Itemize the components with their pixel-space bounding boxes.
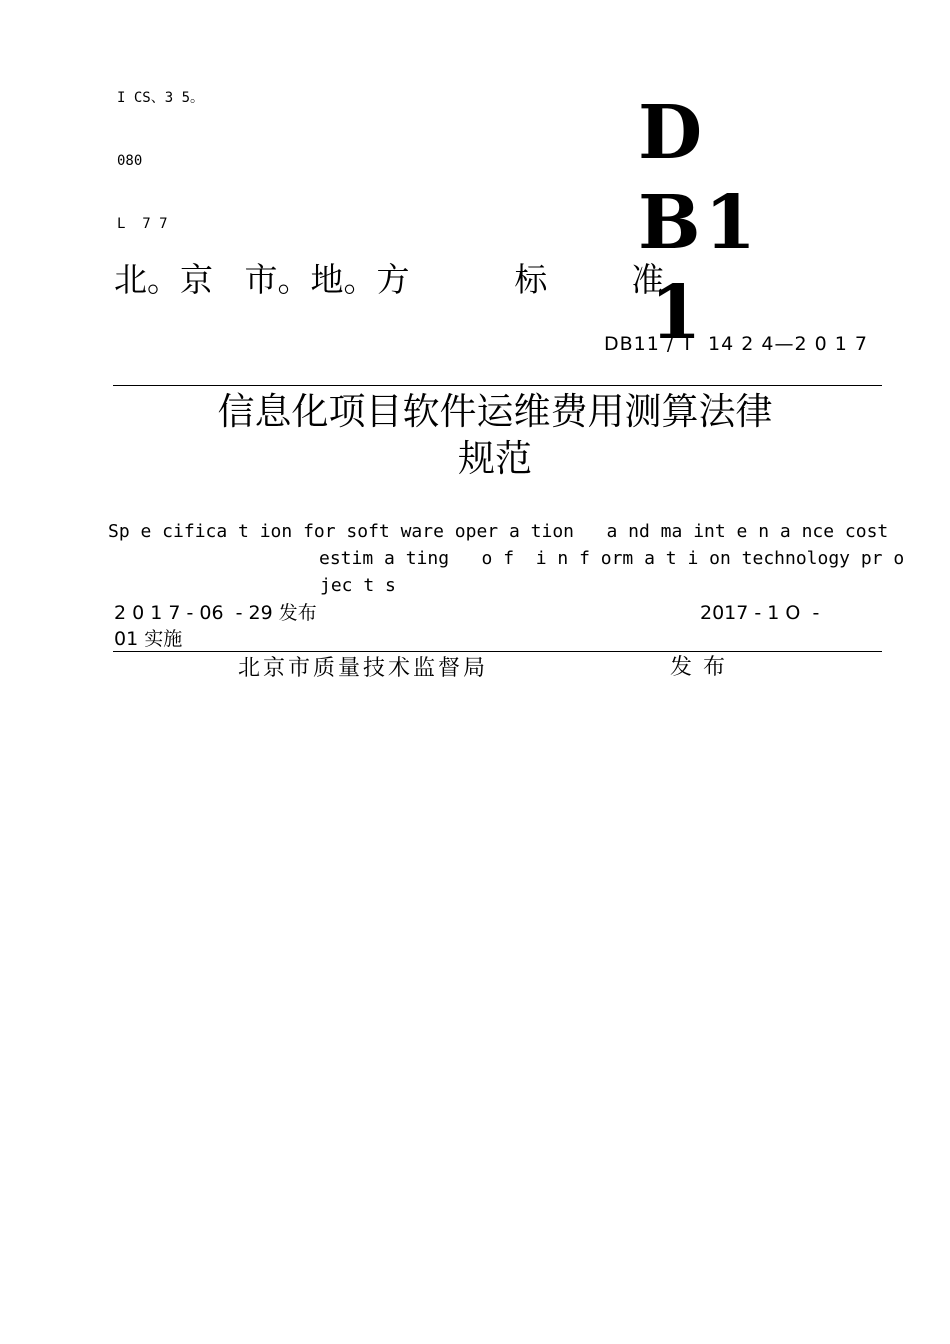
document-title-cn (100, 388, 890, 482)
title-en-line3: jec t s (320, 575, 396, 596)
ics-code: I CS、3 5。 (117, 90, 205, 106)
ccs-code: L 7 7 (117, 216, 168, 232)
standard-number: DB11 / T 14 2 4—2 0 1 7 (604, 333, 868, 355)
ics-code-continued: 080 (117, 153, 143, 169)
title-cn-line1: 信息化项目软件运维费用测算法律 (217, 390, 773, 433)
issue-label: 发 布 (670, 655, 727, 680)
standard-code-mark (638, 88, 848, 358)
title-en-line1: Sp e cifica t ion for soft ware oper a tion a nd ma int e n a nce cost (108, 521, 889, 542)
standard-code-mark-line2: 1 (650, 270, 706, 356)
implementation-date: 2017 - 1 O - (700, 602, 820, 624)
issue-date: 2 0 1 7 - 06 - 29 发布 (114, 602, 317, 624)
issuing-authority: 北京市质量技术监督局 (238, 656, 489, 681)
ics-classification (117, 46, 204, 256)
bottom-divider (113, 651, 882, 652)
implementation-date-continued: 01 实施 (114, 628, 183, 650)
standard-type-heading: 北。京 市。地。方 标 准 (114, 260, 665, 299)
standard-code-mark-line1: D B1 (638, 90, 761, 266)
title-cn-line2: 规范 (458, 437, 532, 480)
title-en-line2: estim a ting o f i n f orm a t i on technology pr o (319, 548, 905, 569)
top-divider (113, 385, 882, 386)
